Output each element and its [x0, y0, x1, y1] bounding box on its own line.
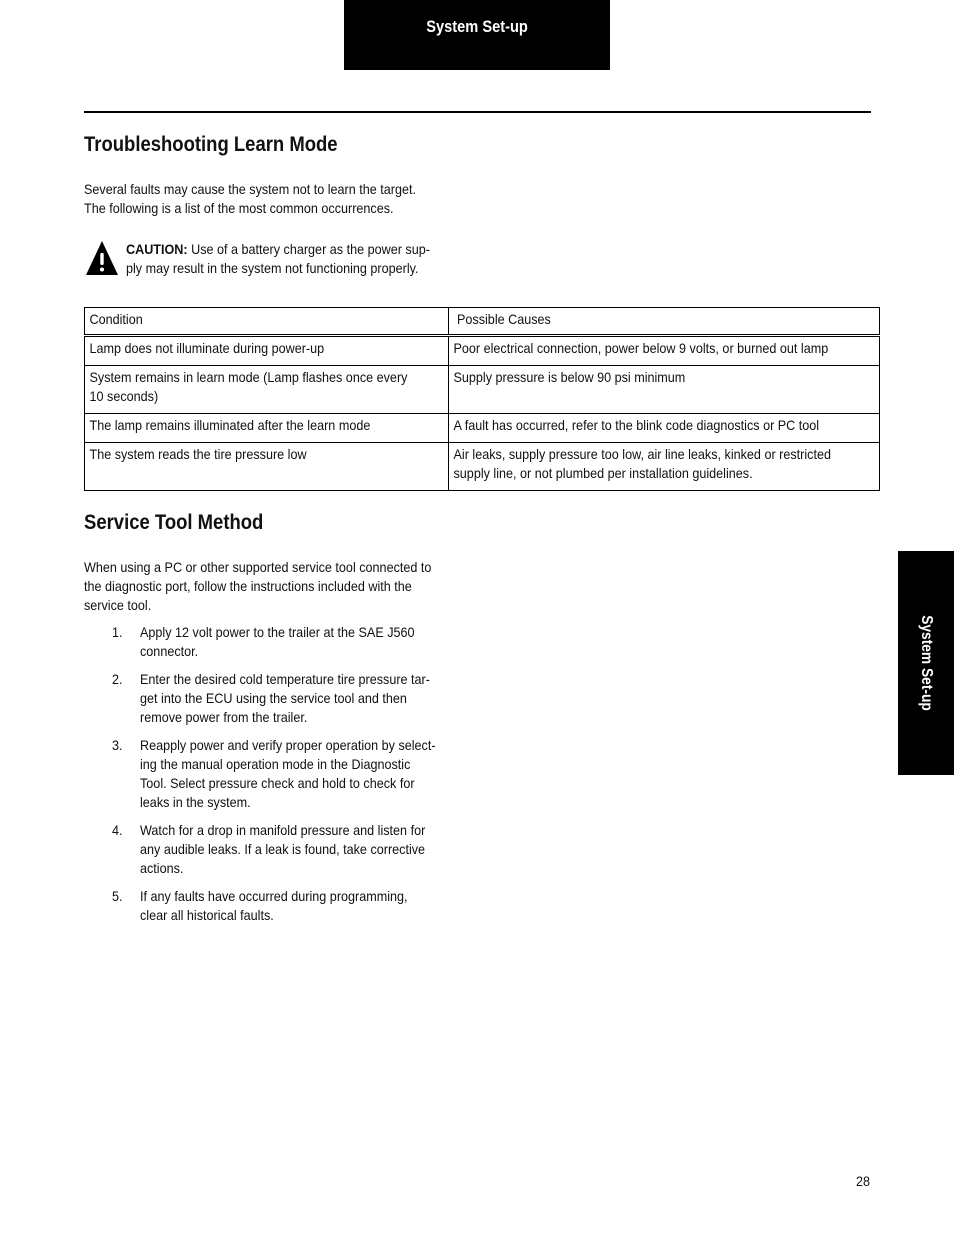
causes-cell: Air leaks, supply pressure too low, air line leaks, kinked or restricted supply line, or not plumbed per installation guidelines.: [449, 443, 879, 491]
list-item: [84, 887, 468, 925]
caution-text: [126, 240, 430, 278]
service-tool-intro: [84, 558, 431, 615]
step-text: Enter the desired cold temperature tire pressure tar- get into the ECU using the service tool and then remove power from the trailer.: [140, 671, 430, 725]
list-item: [84, 670, 468, 727]
step-number: 4.: [112, 822, 123, 838]
intro-line: The following is a list of the most common occurrences.: [84, 200, 394, 216]
condition-cell: System remains in learn mode (Lamp flashes once every 10 seconds): [85, 366, 449, 414]
table-header-row: [85, 308, 880, 336]
page-number: 28: [856, 1173, 871, 1189]
step-text: Reapply power and verify proper operation by select- ing the manual operation mode in the Diagnostic Tool. Select pressure check and hold to check for leaks in the system.: [140, 737, 436, 810]
header-condition: Condition: [85, 308, 449, 336]
troubleshooting-heading: Troubleshooting Learn Mode: [84, 133, 338, 156]
list-item: [84, 623, 468, 661]
caution-label: CAUTION:: [126, 241, 188, 257]
service-tool-heading: Service Tool Method: [84, 511, 264, 534]
caution-line-1: Use of a battery charger as the power sup-: [191, 241, 430, 257]
troubleshooting-table: [84, 307, 880, 491]
header-possible-causes: Possible Causes: [449, 308, 879, 336]
table-row: [85, 336, 880, 366]
header-rule: [84, 111, 871, 113]
step-text: If any faults have occurred during programming, clear all historical faults.: [140, 888, 408, 923]
caution-line-2: ply may result in the system not functioning properly.: [126, 260, 419, 276]
causes-cell: A fault has occurred, refer to the blink code diagnostics or PC tool: [449, 414, 879, 443]
step-number: 5.: [112, 888, 123, 904]
troubleshooting-intro: [84, 180, 416, 218]
list-item: [84, 821, 468, 878]
list-item: [84, 736, 468, 812]
causes-cell: Supply pressure is below 90 psi minimum: [449, 366, 879, 414]
intro-line: service tool.: [84, 597, 152, 613]
causes-cell: Poor electrical connection, power below 9 volts, or burned out lamp: [449, 336, 879, 366]
condition-cell: The system reads the tire pressure low: [85, 443, 449, 491]
warning-triangle-icon: [85, 240, 119, 276]
step-text: Watch for a drop in manifold pressure and listen for any audible leaks. If a leak is found, take corrective actions.: [140, 822, 426, 876]
condition-cell: Lamp does not illuminate during power-up: [85, 336, 449, 366]
side-section-label: System Set-up: [918, 615, 935, 711]
intro-line: the diagnostic port, follow the instructions included with the: [84, 578, 412, 594]
condition-cell: The lamp remains illuminated after the learn mode: [85, 414, 449, 443]
section-header-tab: [344, 0, 610, 70]
table-row: [85, 443, 880, 491]
table-row: [85, 366, 880, 414]
side-section-tab: [898, 551, 954, 775]
step-number: 2.: [112, 671, 123, 687]
step-text: Apply 12 volt power to the trailer at the SAE J560 connector.: [140, 624, 415, 659]
service-steps-list: [84, 623, 468, 934]
intro-line: When using a PC or other supported service tool connected to: [84, 559, 432, 575]
step-number: 1.: [112, 624, 123, 640]
step-number: 3.: [112, 737, 123, 753]
section-header-label: System Set-up: [426, 17, 528, 36]
intro-line: Several faults may cause the system not to learn the target.: [84, 181, 416, 197]
table-row: [85, 414, 880, 443]
